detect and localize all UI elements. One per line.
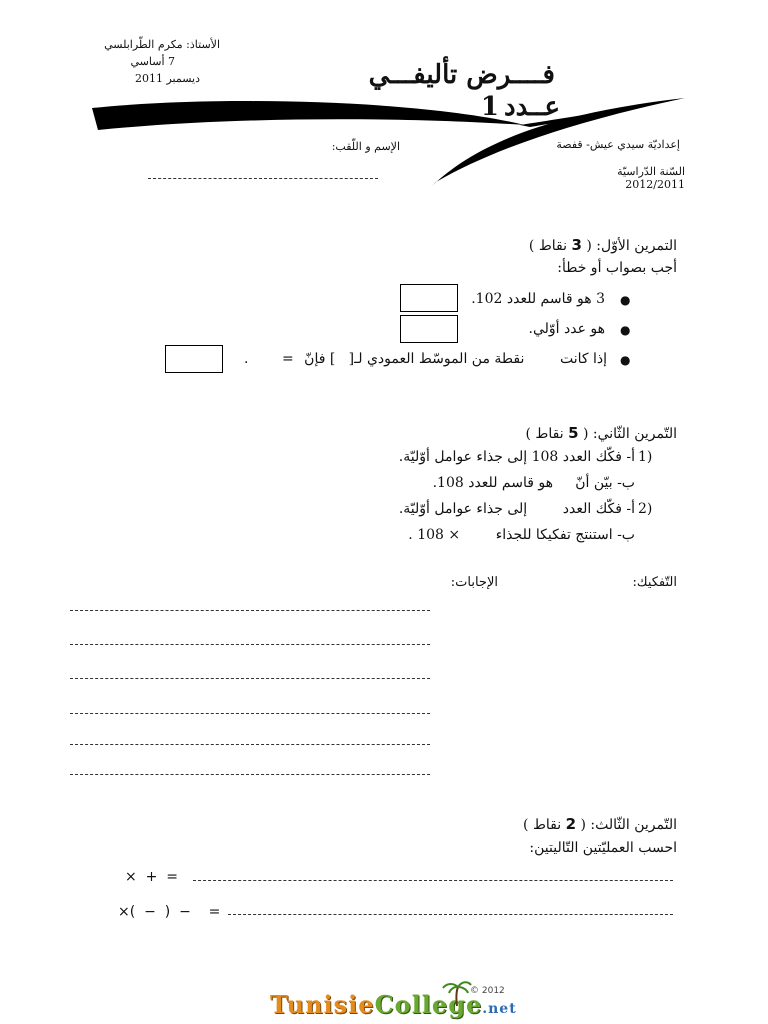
ex1-item-3-dot: .: [244, 351, 249, 367]
answer-line-1[interactable]: [70, 610, 430, 611]
school-name: إعداديّة سيدي عيش- قفصة: [556, 138, 680, 151]
ex2-q2-number: 2): [638, 501, 653, 517]
ex2-q2a: أ- فكّك العدد إلى جذاء عوامل أوّليّة.: [398, 501, 635, 517]
school-year: السّنة الدّراسيّة 2012/2011: [617, 165, 685, 191]
logo-part-net: .net: [482, 1001, 517, 1017]
ex1-points: 3: [571, 236, 582, 254]
answers-label: الإجابات:: [450, 575, 498, 590]
ex1-points-unit: نقاط ): [528, 238, 568, 254]
ex1-bullet-1: ●: [620, 293, 631, 307]
ex1-instruction: أجب بصواب أو خطأ:: [557, 260, 677, 276]
ex3-answer-line-2[interactable]: [228, 914, 673, 915]
ex3-instruction: احسب العمليّتين التّاليتين:: [529, 840, 677, 856]
ex2-q1a: أ- فكّك العدد 108 إلى جذاء عوامل أوّليّة.: [398, 449, 635, 465]
exam-number-label: عــدد: [504, 92, 560, 122]
ex3-operation-2: ×( − ) − =: [118, 904, 221, 920]
teacher-name: الأستاذ: مكرم الطّرابلسي: [104, 38, 220, 51]
ex3-answer-line-1[interactable]: [193, 880, 673, 881]
ex1-bullet-3: ●: [620, 353, 631, 367]
logo-part-tunisie: Tunisie: [270, 990, 375, 1019]
ex2-points-unit: نقاط ): [525, 426, 564, 442]
ex1-bullet-2: ●: [620, 323, 631, 337]
answer-line-5[interactable]: [70, 744, 430, 745]
ex1-item-1: 3 هو قاسم للعدد 102.: [471, 291, 605, 307]
ex1-heading: [500, 236, 677, 254]
ex2-q1-number: 1): [638, 449, 653, 465]
ex3-title: التّمرين الثّالث: (: [580, 817, 677, 833]
ex2-heading: [500, 424, 677, 442]
ex1-item-2: هو عدد أوّلي.: [528, 321, 605, 337]
decomposition-label: التّفكيك:: [632, 575, 677, 590]
exam-number-value: 1: [480, 92, 499, 122]
answer-line-3[interactable]: [70, 678, 430, 679]
ex1-item-3-equals: =: [282, 351, 294, 367]
ex1-answer-box-2[interactable]: [400, 315, 458, 343]
ex1-item-3: إذا كانت نقطة من الموسّط العمودي لـ[ ] فإنّ: [304, 351, 607, 367]
grade: 7 أساسي: [130, 55, 175, 68]
palm-tree-icon: [440, 978, 474, 1008]
ex2-title: التّمرين الثّاني: (: [582, 426, 677, 442]
ex3-heading: [500, 815, 677, 833]
logo-part-college: College: [374, 990, 483, 1019]
name-dotted-line: [148, 178, 378, 179]
date: ديسمبر 2011: [134, 72, 200, 85]
ex2-q1b: ب- بيّن أنّ هو قاسم للعدد 108.: [432, 475, 635, 491]
ex2-points: 5: [568, 424, 579, 442]
ex3-points-unit: نقاط ): [523, 817, 562, 833]
ex2-q2b: ب- استنتج تفكيكا للجذاء × 108 .: [408, 527, 635, 543]
answer-line-6[interactable]: [70, 774, 430, 775]
ex1-title: التمرين الأوّل: (: [586, 238, 677, 254]
ex3-operation-1: × + =: [125, 869, 178, 885]
answer-line-4[interactable]: [70, 713, 430, 714]
ex1-answer-box-3[interactable]: [165, 345, 223, 373]
logo-copyright: © 2012: [470, 986, 505, 996]
name-label: الإسم و اللّقب:: [331, 140, 400, 153]
ex1-answer-box-1[interactable]: [400, 284, 458, 312]
ex3-points: 2: [565, 815, 577, 833]
footer-logo: [270, 986, 517, 1020]
exam-title: فــــرض تأليفـــي: [368, 60, 555, 90]
answer-line-2[interactable]: [70, 644, 430, 645]
